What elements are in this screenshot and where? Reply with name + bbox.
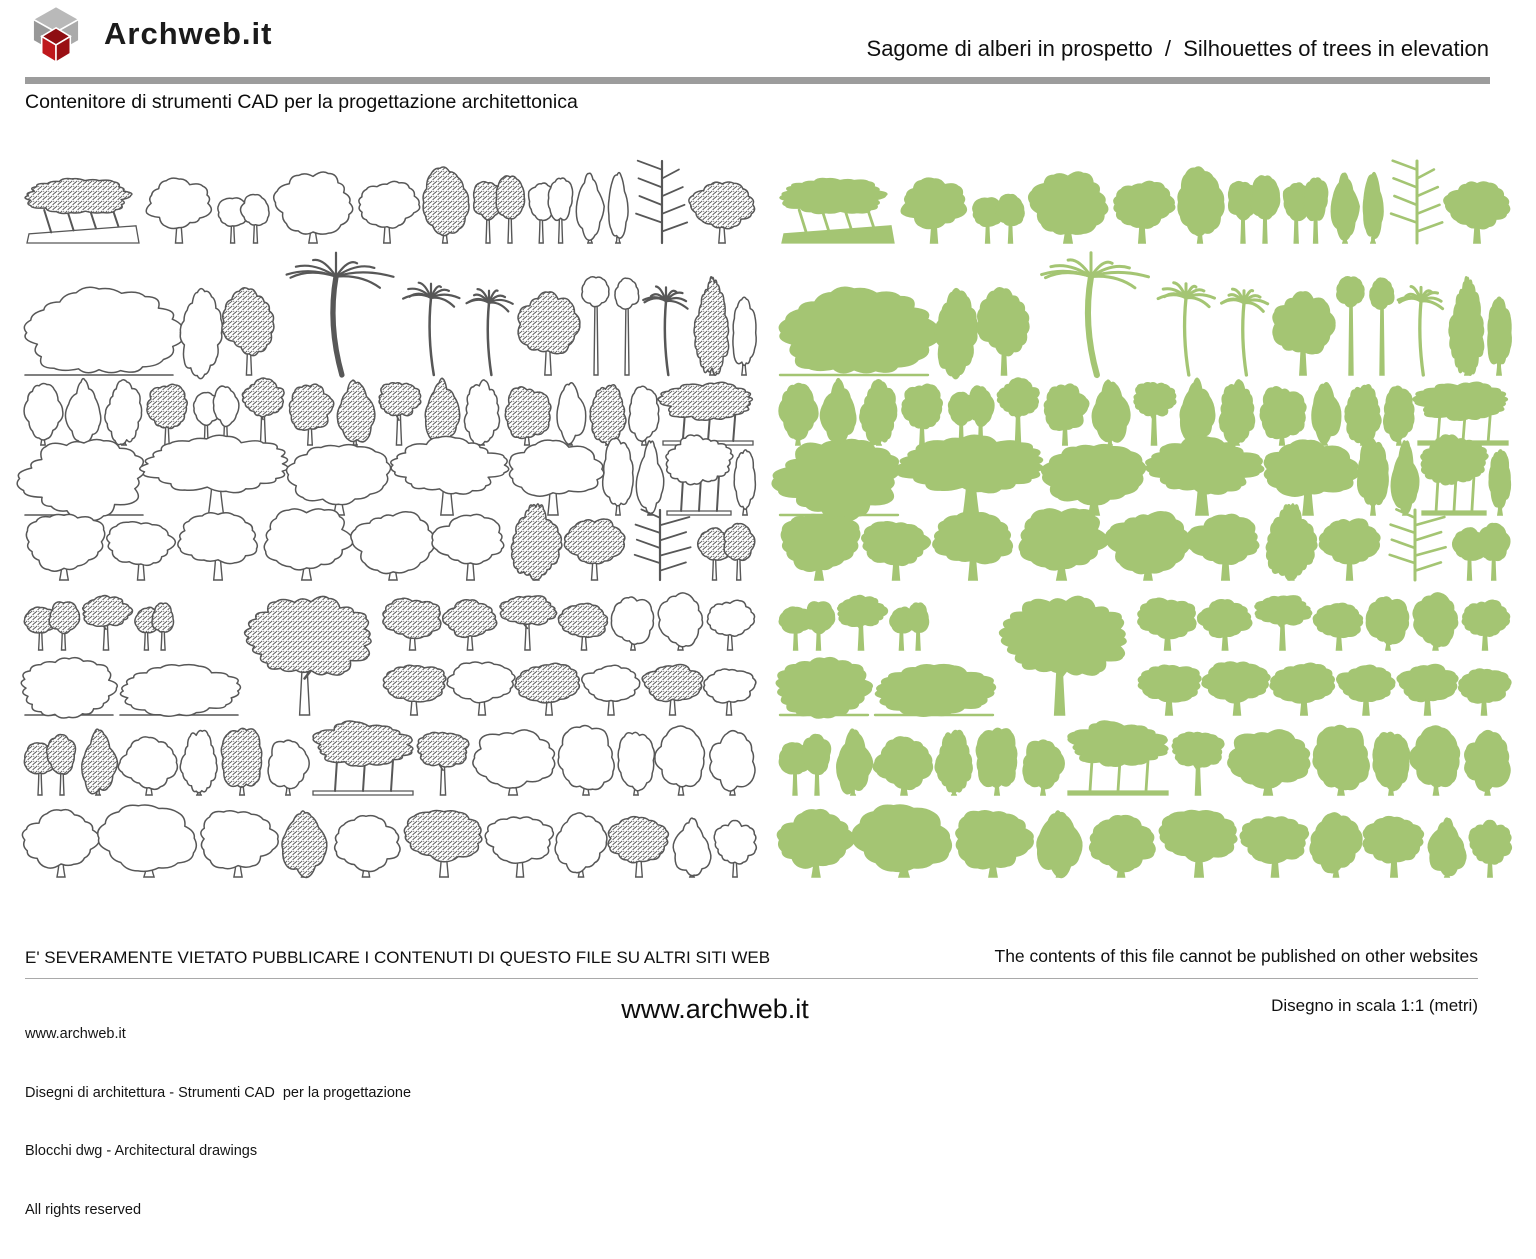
tree-twin-glyph: [973, 195, 1024, 243]
tree-blob-glyph: [714, 820, 756, 877]
tree-bush-glyph: [120, 665, 240, 717]
tree-blob-glyph: [1264, 440, 1358, 515]
tree-round-glyph: [1090, 816, 1155, 877]
tree-blob-glyph: [704, 669, 756, 715]
tree-oval-glyph: [710, 731, 755, 795]
tree-branch-glyph: [997, 378, 1039, 445]
tree-blob-glyph: [1469, 820, 1511, 877]
footer-divider: [25, 978, 1478, 979]
tree-palm-glyph: [1398, 287, 1442, 376]
tree-oval-glyph: [629, 386, 659, 445]
footer-scale-note: Disegno in scala 1:1 (metri): [1271, 996, 1478, 1015]
tree-oval-glyph: [221, 728, 261, 795]
tree-wide-glyph: [140, 435, 288, 515]
tree-blob-glyph: [447, 662, 515, 715]
tree-grove-glyph: [1068, 721, 1168, 795]
copyright-notice-it: E' SEVERAMENTE VIETATO PUBBLICARE I CONTENUTI DI QUESTO FILE SU ALTRI SITI WEB: [25, 948, 771, 967]
tree-grove-glyph: [1413, 382, 1508, 445]
tree-columnar-glyph: [590, 385, 626, 446]
tree-poplar-glyph: [576, 173, 604, 243]
tree-branch-glyph: [242, 378, 284, 445]
tree-blob-glyph: [359, 181, 420, 243]
tree-oval-glyph: [734, 450, 755, 515]
tree-palm-glyph: [1158, 283, 1214, 375]
tree-flame-glyph: [82, 729, 118, 795]
tree-flame-glyph: [1180, 378, 1214, 445]
tree-round-glyph: [1042, 445, 1146, 515]
tree-round-glyph: [473, 730, 555, 795]
tree-blob-glyph: [608, 817, 668, 877]
tree-blob-glyph: [404, 810, 482, 877]
tree-blob-glyph: [515, 663, 579, 715]
tree-poplar-glyph: [608, 173, 628, 243]
tree-round-glyph: [1019, 509, 1108, 580]
tree-panel-green: [780, 165, 1510, 910]
tree-blob-glyph: [443, 600, 497, 650]
tree-bush-glyph: [21, 658, 117, 718]
brand-name[interactable]: Archweb.it: [104, 16, 273, 51]
tree-oval-glyph: [558, 725, 614, 795]
tree-oval-glyph: [1413, 593, 1457, 650]
tree-twin-glyph: [1229, 176, 1280, 243]
tree-oval-glyph: [1488, 297, 1511, 375]
tree-oval-glyph: [603, 438, 634, 515]
tree-wide-glyph: [1146, 436, 1264, 515]
tree-grove-glyph: [313, 721, 413, 795]
tree-grove-glyph: [658, 382, 753, 445]
tree-blob-glyph: [1187, 514, 1259, 580]
tree-bush-glyph: [779, 287, 938, 375]
tree-twin-glyph: [24, 602, 79, 650]
tree-blob-glyph: [1138, 598, 1196, 650]
tree-twin-glyph: [218, 195, 269, 243]
tree-branch-glyph: [1134, 383, 1176, 445]
tree-bush-glyph: [17, 440, 144, 521]
tree-poplar-glyph: [1312, 383, 1341, 445]
tree-oval-glyph: [611, 597, 653, 650]
tree-mound-glyph: [780, 179, 894, 243]
tree-round-glyph: [274, 172, 353, 243]
copyright-notice-en: The contents of this file cannot be published on other websites: [994, 946, 1478, 966]
tree-grove-glyph: [1421, 435, 1488, 515]
tree-conifer-glyph: [1449, 277, 1484, 375]
tree-bush-glyph: [24, 287, 183, 375]
footer-site-url[interactable]: www.archweb.it: [621, 994, 809, 1024]
tree-oval-glyph: [1313, 725, 1369, 795]
tree-blob-glyph: [977, 288, 1029, 375]
tree-blob-glyph: [432, 514, 504, 580]
tree-palm-glyph: [287, 253, 394, 375]
tree-columnar-glyph: [935, 289, 977, 379]
footer-line-url: www.archweb.it: [25, 1026, 126, 1042]
tree-blob-glyph: [1319, 519, 1379, 580]
tree-blob-glyph: [564, 519, 624, 580]
tree-oval-glyph: [1310, 813, 1362, 877]
tree-round-glyph: [956, 811, 1033, 877]
tree-blob-glyph: [1138, 665, 1201, 715]
tree-oval-glyph: [1366, 597, 1408, 650]
tree-twin-glyph: [1453, 524, 1510, 580]
tree-palm-glyph: [1222, 289, 1268, 375]
tree-bare-glyph: [615, 278, 639, 375]
tree-blob-glyph: [1444, 182, 1510, 243]
tree-twin-glyph: [474, 176, 525, 243]
tree-round-glyph: [287, 445, 391, 515]
tree-oval-glyph: [1489, 450, 1510, 515]
footer-info-block: [25, 986, 411, 1259]
sheet-subtitle: Contenitore di strumenti CAD per la progettazione architettonica: [25, 91, 578, 113]
tree-blob-glyph: [1044, 384, 1088, 445]
tree-blob-glyph: [1273, 292, 1335, 375]
tree-blob-glyph: [1462, 600, 1509, 650]
tree-blob-glyph: [689, 182, 755, 243]
tree-round-glyph: [264, 509, 353, 580]
tree-round-glyph: [505, 387, 551, 445]
tree-blob-glyph: [1240, 817, 1308, 877]
tree-blob-glyph: [222, 288, 274, 375]
tree-round-glyph: [26, 514, 104, 580]
tree-bush-glyph: [875, 665, 995, 717]
tree-columnar-glyph: [180, 289, 222, 379]
tree-round-glyph: [781, 514, 859, 580]
tree-bush-glyph: [772, 440, 899, 521]
tree-round-glyph: [335, 816, 400, 877]
tree-twin-glyph: [1284, 178, 1328, 243]
tree-pine-glyph: [636, 161, 687, 243]
tree-blob-glyph: [107, 522, 176, 580]
tree-branch-glyph: [1255, 596, 1312, 650]
tree-blob-glyph: [707, 600, 754, 650]
tree-branch-glyph: [379, 383, 421, 445]
tree-oval-glyph: [853, 805, 952, 877]
tree-conifer-glyph: [694, 277, 729, 375]
tree-flame-glyph: [1037, 811, 1082, 878]
tree-flame-glyph: [820, 379, 855, 445]
tree-pine-glyph: [1391, 161, 1442, 243]
tree-blob-glyph: [1270, 663, 1334, 715]
tree-twin-glyph: [24, 735, 75, 795]
tree-blob-glyph: [1337, 665, 1395, 715]
tree-columnar-glyph: [935, 730, 972, 795]
tree-blob-glyph: [178, 513, 257, 580]
tree-pine-glyph: [1390, 509, 1446, 580]
tree-flame-glyph: [837, 729, 873, 795]
tree-blob-glyph: [1198, 600, 1252, 650]
tree-palm-glyph: [403, 283, 459, 375]
tree-oval-glyph: [779, 383, 818, 445]
tree-round-glyph: [118, 737, 177, 795]
tree-blob-glyph: [933, 513, 1012, 580]
tree-flame-glyph: [1428, 818, 1466, 877]
tree-oak-glyph: [1000, 596, 1127, 715]
tree-blob-glyph: [1313, 603, 1362, 650]
tree-oval-glyph: [1373, 732, 1409, 795]
tree-flame-glyph: [65, 379, 100, 445]
tree-poplar-glyph: [1331, 173, 1359, 243]
tree-bare-glyph: [582, 277, 609, 375]
tree-oval-glyph: [618, 732, 654, 795]
tree-twin-glyph: [698, 524, 755, 580]
tree-bush-glyph: [776, 658, 872, 718]
tree-oval-glyph: [658, 593, 702, 650]
tree-blob-glyph: [558, 603, 607, 650]
tree-flame-glyph: [1092, 380, 1130, 445]
tree-round-glyph: [1228, 730, 1310, 795]
tree-poplar-glyph: [1363, 173, 1383, 243]
tree-pine-glyph: [635, 509, 691, 580]
tree-oval-glyph: [555, 813, 607, 877]
tree-blob-glyph: [383, 598, 441, 650]
footer-line-blocchi: Blocchi dwg - Architectural drawings: [25, 1143, 258, 1159]
tree-twin-glyph: [779, 602, 834, 650]
tree-flame-glyph: [636, 441, 663, 515]
tree-round-glyph: [351, 512, 434, 580]
tree-flame-glyph: [1391, 441, 1418, 515]
tree-blob-glyph: [518, 292, 580, 375]
tree-columnar-glyph: [1345, 385, 1381, 446]
tree-oak-glyph: [245, 596, 372, 715]
tree-round-glyph: [873, 737, 932, 795]
tree-twin-glyph: [135, 603, 174, 650]
tree-oval-glyph: [268, 740, 309, 795]
tree-flame-glyph: [337, 380, 375, 445]
tree-oval-glyph: [1465, 731, 1510, 795]
tree-bare-glyph: [1370, 278, 1394, 375]
tree-blob-glyph: [289, 384, 333, 445]
tree-wide-glyph: [391, 436, 509, 515]
tree-twin-glyph: [890, 603, 929, 650]
tree-oval-glyph: [976, 728, 1016, 795]
tree-palm-glyph: [1042, 253, 1149, 375]
tree-branch-glyph: [417, 732, 469, 795]
tree-blob-glyph: [1114, 181, 1175, 243]
tree-branch-glyph: [1172, 732, 1224, 795]
tree-flame-glyph: [282, 811, 327, 878]
tree-oval-glyph: [1178, 167, 1224, 243]
tree-round-glyph: [1106, 512, 1189, 580]
tree-branch-glyph: [838, 596, 888, 650]
tree-twin-glyph: [529, 178, 573, 243]
tree-branch-glyph: [500, 596, 557, 650]
tree-round-glyph: [777, 810, 854, 877]
tree-oval-glyph: [1384, 386, 1414, 445]
tree-blob-glyph: [485, 817, 553, 877]
tree-blob-glyph: [1397, 665, 1458, 715]
tree-blob-glyph: [146, 178, 211, 243]
tree-oval-glyph: [655, 726, 705, 795]
tree-oval-glyph: [1023, 740, 1064, 795]
tree-blob-glyph: [582, 665, 640, 715]
tree-round-glyph: [1260, 387, 1306, 445]
tree-blob-glyph: [147, 384, 187, 445]
tree-flame-glyph: [673, 818, 711, 877]
tree-poplar-glyph: [557, 383, 586, 445]
tree-bare-glyph: [1337, 277, 1364, 375]
tree-blob-glyph: [642, 665, 703, 715]
footer-line-rights: All rights reserved: [25, 1201, 142, 1218]
tree-oval-glyph: [1410, 726, 1460, 795]
tree-blob-glyph: [1202, 662, 1270, 715]
tree-oval-glyph: [733, 297, 756, 375]
sheet-title: Sagome di alberi in prospetto / Silhouettes of trees in elevation: [866, 36, 1489, 61]
tree-blob-glyph: [509, 440, 603, 515]
tree-columnar-glyph: [860, 380, 897, 445]
tree-wide-glyph: [895, 435, 1043, 515]
tree-columnar-glyph: [180, 730, 217, 795]
tree-blob-glyph: [1159, 810, 1237, 877]
tree-round-glyph: [201, 811, 278, 877]
tree-blob-glyph: [383, 665, 446, 715]
tree-columnar-glyph: [1219, 380, 1254, 445]
tree-blob-glyph: [862, 522, 931, 580]
header-rule: [25, 77, 1490, 84]
tree-palm-glyph: [643, 287, 687, 376]
tree-round-glyph: [1029, 172, 1108, 243]
tree-mound-glyph: [25, 179, 139, 243]
tree-oval-glyph: [423, 167, 469, 243]
tree-oval-glyph: [24, 383, 63, 445]
tree-blob-glyph: [1459, 669, 1511, 715]
tree-palm-glyph: [467, 289, 513, 375]
tree-flame-glyph: [425, 378, 459, 445]
tree-oval-glyph: [1358, 438, 1389, 515]
tree-round-glyph: [22, 810, 99, 877]
tree-panel-outline: [25, 165, 755, 910]
tree-grove-glyph: [666, 435, 733, 515]
tree-branch-glyph: [83, 596, 133, 650]
tree-blob-glyph: [901, 178, 966, 243]
archweb-logo-icon[interactable]: [27, 5, 85, 65]
tree-columnar-glyph: [464, 380, 499, 445]
tree-blob-glyph: [1363, 817, 1423, 877]
tree-blob-glyph: [902, 384, 942, 445]
tree-twin-glyph: [779, 735, 830, 795]
tree-columnar-glyph: [105, 380, 142, 445]
footer-line-disegni: Disegni di architettura - Strumenti CAD per la progettazione: [25, 1084, 412, 1101]
tree-oval-glyph: [98, 805, 197, 877]
